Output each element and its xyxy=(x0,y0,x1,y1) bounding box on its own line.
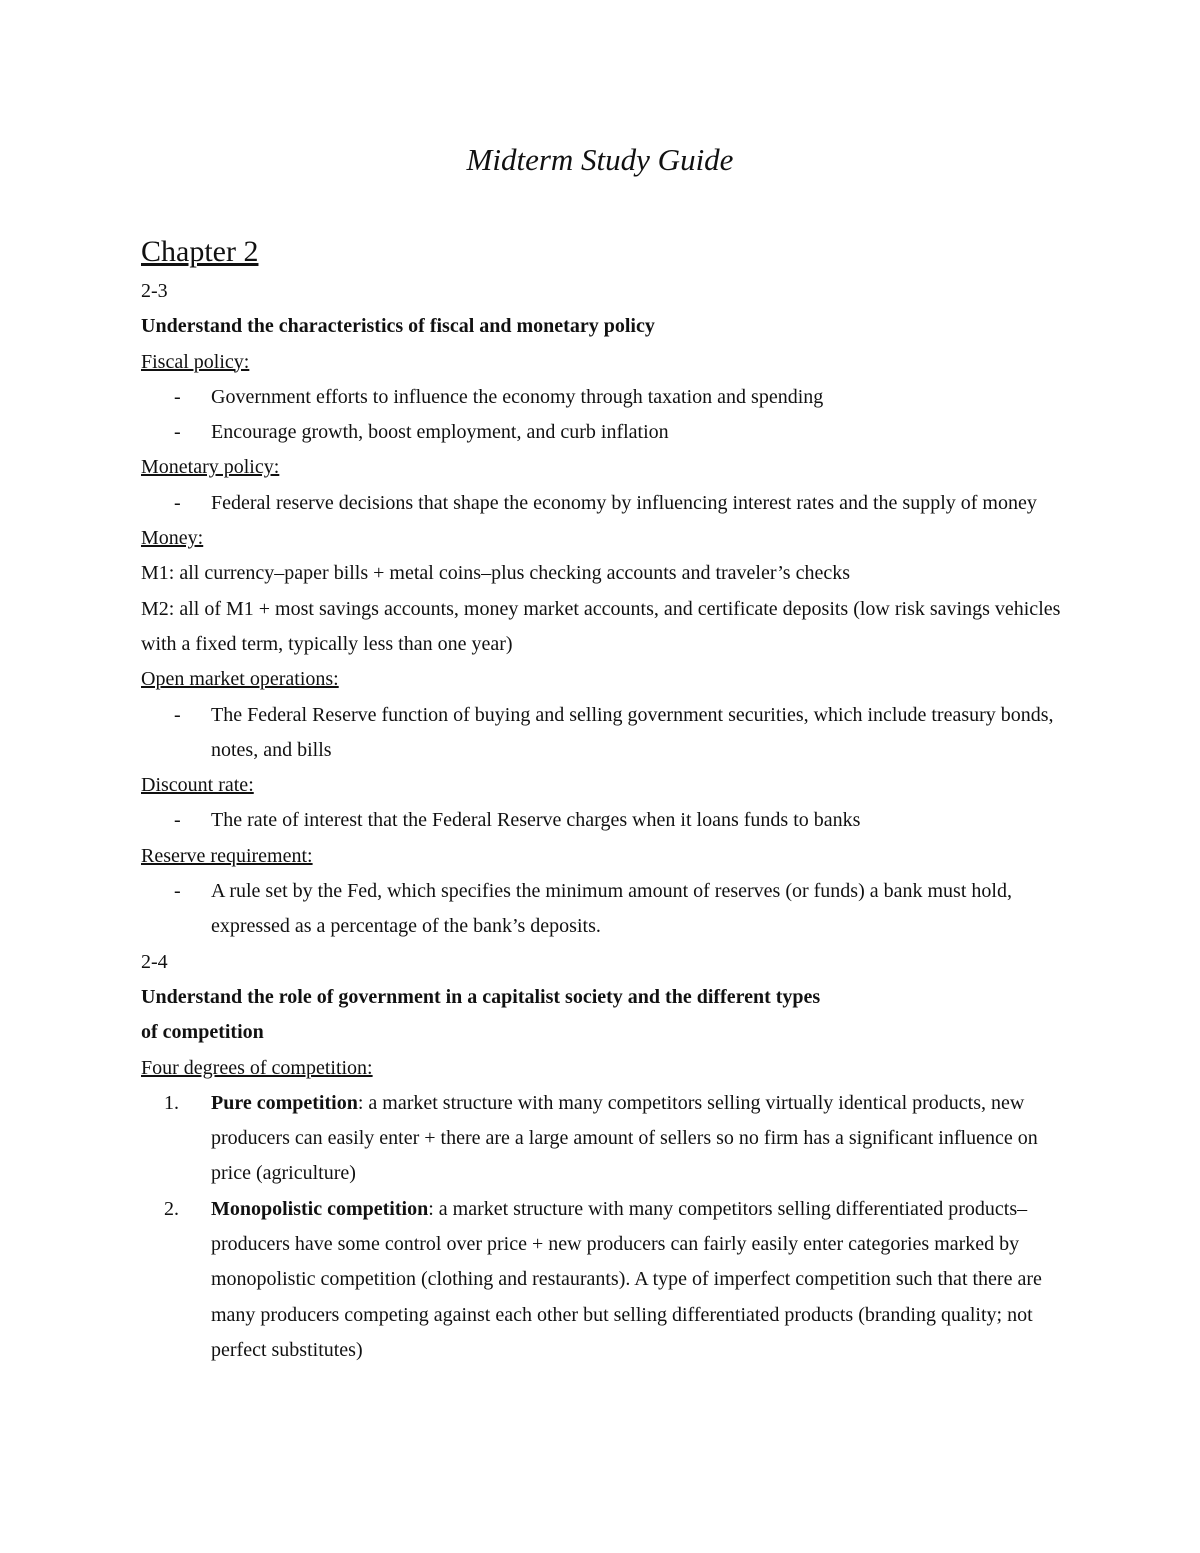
number-marker: 2. xyxy=(164,1197,179,1220)
dash-marker: - xyxy=(174,385,181,408)
chapter-heading: Chapter 2 xyxy=(141,235,259,268)
number-marker: 1. xyxy=(164,1091,179,1114)
section-number: 2-3 xyxy=(141,280,168,302)
section-number: 2-4 xyxy=(141,950,168,973)
open-market-operations-label: Open market operations: xyxy=(141,668,339,691)
dash-marker: - xyxy=(174,703,181,726)
dash-marker: - xyxy=(174,491,181,514)
document-body xyxy=(141,230,1076,1368)
monetary-policy-label: Monetary policy: xyxy=(141,456,280,479)
list-item xyxy=(141,698,1076,769)
list-item xyxy=(141,486,1076,521)
list-item-text: Government efforts to influence the economy through taxation and spending xyxy=(211,385,824,408)
discount-rate-label: Discount rate: xyxy=(141,774,254,797)
list-item-text: Encourage growth, boost employment, and curb inflation xyxy=(211,421,669,444)
four-degrees-label: Four degrees of competition: xyxy=(141,1056,373,1079)
term: Monopolistic competition xyxy=(211,1197,429,1220)
m1-definition: M1: all currency–paper bills + metal coins–plus checking accounts and traveler’s checks xyxy=(141,562,851,585)
numbered-list-item xyxy=(141,1192,1076,1368)
term: Pure competition xyxy=(211,1091,358,1114)
money-label: Money: xyxy=(141,527,204,550)
list-item-text: A rule set by the Fed, which specifies the minimum amount of reserves (or funds) a bank must hold, expressed as a percentage of the bank’s deposits. xyxy=(211,880,1012,938)
reserve-requirement-label: Reserve requirement: xyxy=(141,844,313,867)
section-heading-line1: Understand the role of government in a capitalist society and the different types xyxy=(141,985,821,1008)
definition: : a market structure with many competitors selling differentiated products–producers have some control over price + new producers can fairly easily enter categories marked by monopolistic competition (clothing and restaurants). A type of imperfect competition such that there are many producers competing against each other but selling differentiated products (branding quality; not perfect substitutes) xyxy=(211,1197,1042,1361)
list-item xyxy=(141,803,1076,838)
dash-marker: - xyxy=(174,809,181,832)
definition: : a market structure with many competitors selling virtually identical products, new producers can easily enter + there are a large amount of sellers so no firm has a significant influence on price (agriculture) xyxy=(211,1091,1038,1185)
numbered-list-item xyxy=(141,1086,1076,1192)
section-heading: Understand the characteristics of fiscal and monetary policy xyxy=(141,315,655,338)
list-item-text xyxy=(211,1192,1076,1368)
list-item xyxy=(141,380,1076,415)
dash-marker: - xyxy=(174,880,181,903)
list-item-text xyxy=(211,1086,1076,1192)
list-item xyxy=(141,415,1076,450)
dash-marker: - xyxy=(174,421,181,444)
list-item-text: Federal reserve decisions that shape the economy by influencing interest rates and the supply of money xyxy=(211,491,1037,514)
document-title: Midterm Study Guide xyxy=(466,142,734,177)
list-item-text: The rate of interest that the Federal Reserve charges when it loans funds to banks xyxy=(211,809,861,832)
list-item-text: The Federal Reserve function of buying and selling government securities, which include treasury bonds, notes, and bills xyxy=(211,703,1054,761)
m2-definition: M2: all of M1 + most savings accounts, money market accounts, and certificate deposits (low risk savings vehicles with a fixed term, typically less than one year) xyxy=(141,597,1061,655)
fiscal-policy-label: Fiscal policy: xyxy=(141,350,250,373)
section-heading-line2: of competition xyxy=(141,1021,264,1044)
list-item xyxy=(141,874,1076,945)
